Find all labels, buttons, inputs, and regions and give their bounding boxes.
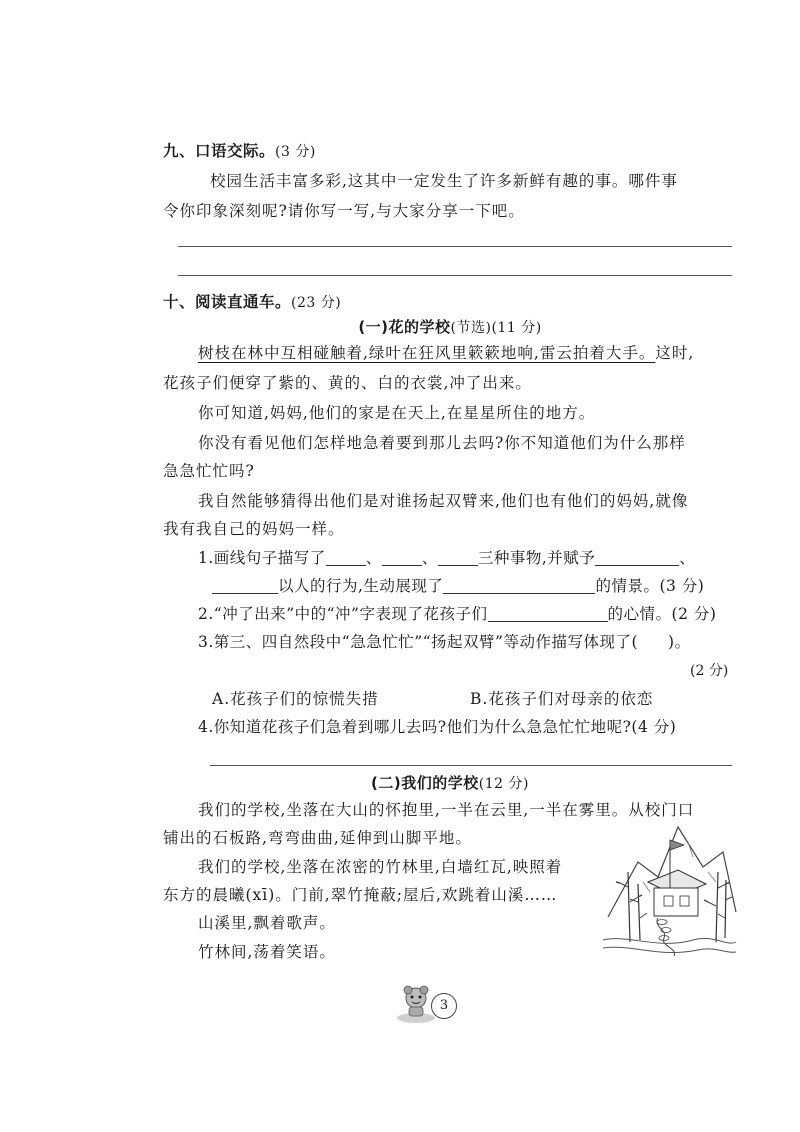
blank-2[interactable] <box>382 550 422 567</box>
blank-6[interactable] <box>443 578 595 595</box>
passage-2-title: (二)我们的学校(12 分) <box>371 774 529 792</box>
blank-3[interactable] <box>438 550 478 567</box>
passage-2-paragraph-2-line2: 东方的晨曦(xī)。门前,翠竹掩蔽;屋后,欢跳着山溪…… <box>163 886 558 904</box>
passage-1-paragraph-3-line1: 你没有看见他们怎样地急着要到那儿去吗?你不知道他们为什么那样 <box>198 434 686 452</box>
page-number: 3 <box>431 993 457 1019</box>
section-10-title: 十、阅读直通车。(23 分) <box>163 293 342 311</box>
blank-5[interactable] <box>212 578 278 595</box>
answer-line-1[interactable] <box>178 246 732 247</box>
mascot-icon <box>396 982 436 1024</box>
underlined-sentence: 树枝在林中互相碰触着,绿叶在狂风里簌簌地响,雷云拍着大手。 <box>198 344 656 362</box>
question-3-points: (2 分) <box>690 663 729 679</box>
passage-2-paragraph-2-line1: 我们的学校,坐落在浓密的竹林里,白墙红瓦,映照着 <box>198 858 563 876</box>
passage-1-paragraph-3-line2: 急急忙忙吗? <box>163 462 255 480</box>
passage-1-paragraph-2: 你可知道,妈妈,他们的家是在天上,在星星所住的地方。 <box>198 404 596 422</box>
passage-1-title: (一)花的学校(节选)(11 分) <box>358 318 542 336</box>
blank-7[interactable] <box>488 606 608 623</box>
question-3-option-a[interactable]: A.花孩子们的惊慌失措 <box>212 690 379 708</box>
section-9-prompt-line1: 校园生活丰富多彩,这其中一定发生了许多新鲜有趣的事。哪件事 <box>210 172 678 190</box>
section-9-prompt-line2: 令你印象深刻呢?请你写一写,与大家分享一下吧。 <box>163 202 525 220</box>
passage-1-paragraph-1-line2: 花孩子们便穿了紫的、黄的、白的衣裳,冲了出来。 <box>163 374 532 392</box>
passage-1-paragraph-1-line1: 树枝在林中互相碰触着,绿叶在狂风里簌簌地响,雷云拍着大手。这时, <box>198 344 695 362</box>
school-illustration <box>598 822 738 962</box>
answer-line-2[interactable] <box>178 275 732 276</box>
question-1-line1: 1.画线句子描写了 、 、 三种事物,并赋予 、 <box>198 549 696 567</box>
answer-line-3[interactable] <box>210 765 732 766</box>
question-3-option-b[interactable]: B.花孩子们对母亲的依恋 <box>470 690 654 708</box>
question-4: 4.你知道花孩子们急着到哪儿去吗?他们为什么急急忙忙地呢?(4 分) <box>198 718 677 736</box>
passage-1-paragraph-4-line1: 我自然能够猜得出他们是对谁扬起双臂来,他们也有他们的妈妈,就像 <box>198 492 689 510</box>
blank-4[interactable] <box>595 550 679 567</box>
question-2: 2.“冲了出来”中的“冲”字表现了花孩子们 的心情。(2 分) <box>198 605 717 623</box>
section-9-title: 九、口语交际。(3 分) <box>163 142 316 160</box>
passage-2-paragraph-3: 山溪里,飘着歌声。 <box>198 914 336 932</box>
passage-2-paragraph-4: 竹林间,荡着笑语。 <box>198 943 336 961</box>
question-3: 3.第三、四自然段中“急急忙忙”“扬起双臂”等动作描写体现了( )。 <box>198 633 691 651</box>
passage-1-paragraph-4-line2: 我有我自己的妈妈一样。 <box>163 520 345 538</box>
blank-1[interactable] <box>326 550 366 567</box>
question-1-line2: 以人的行为,生动展现了 的情景。(3 分) <box>212 571 704 601</box>
passage-2-paragraph-1-line1: 我们的学校,坐落在大山的怀抱里,一半在云里,一半在雾里。从校门口 <box>198 801 695 819</box>
passage-2-paragraph-1-line2: 铺出的石板路,弯弯曲曲,延伸到山脚平地。 <box>163 829 472 847</box>
